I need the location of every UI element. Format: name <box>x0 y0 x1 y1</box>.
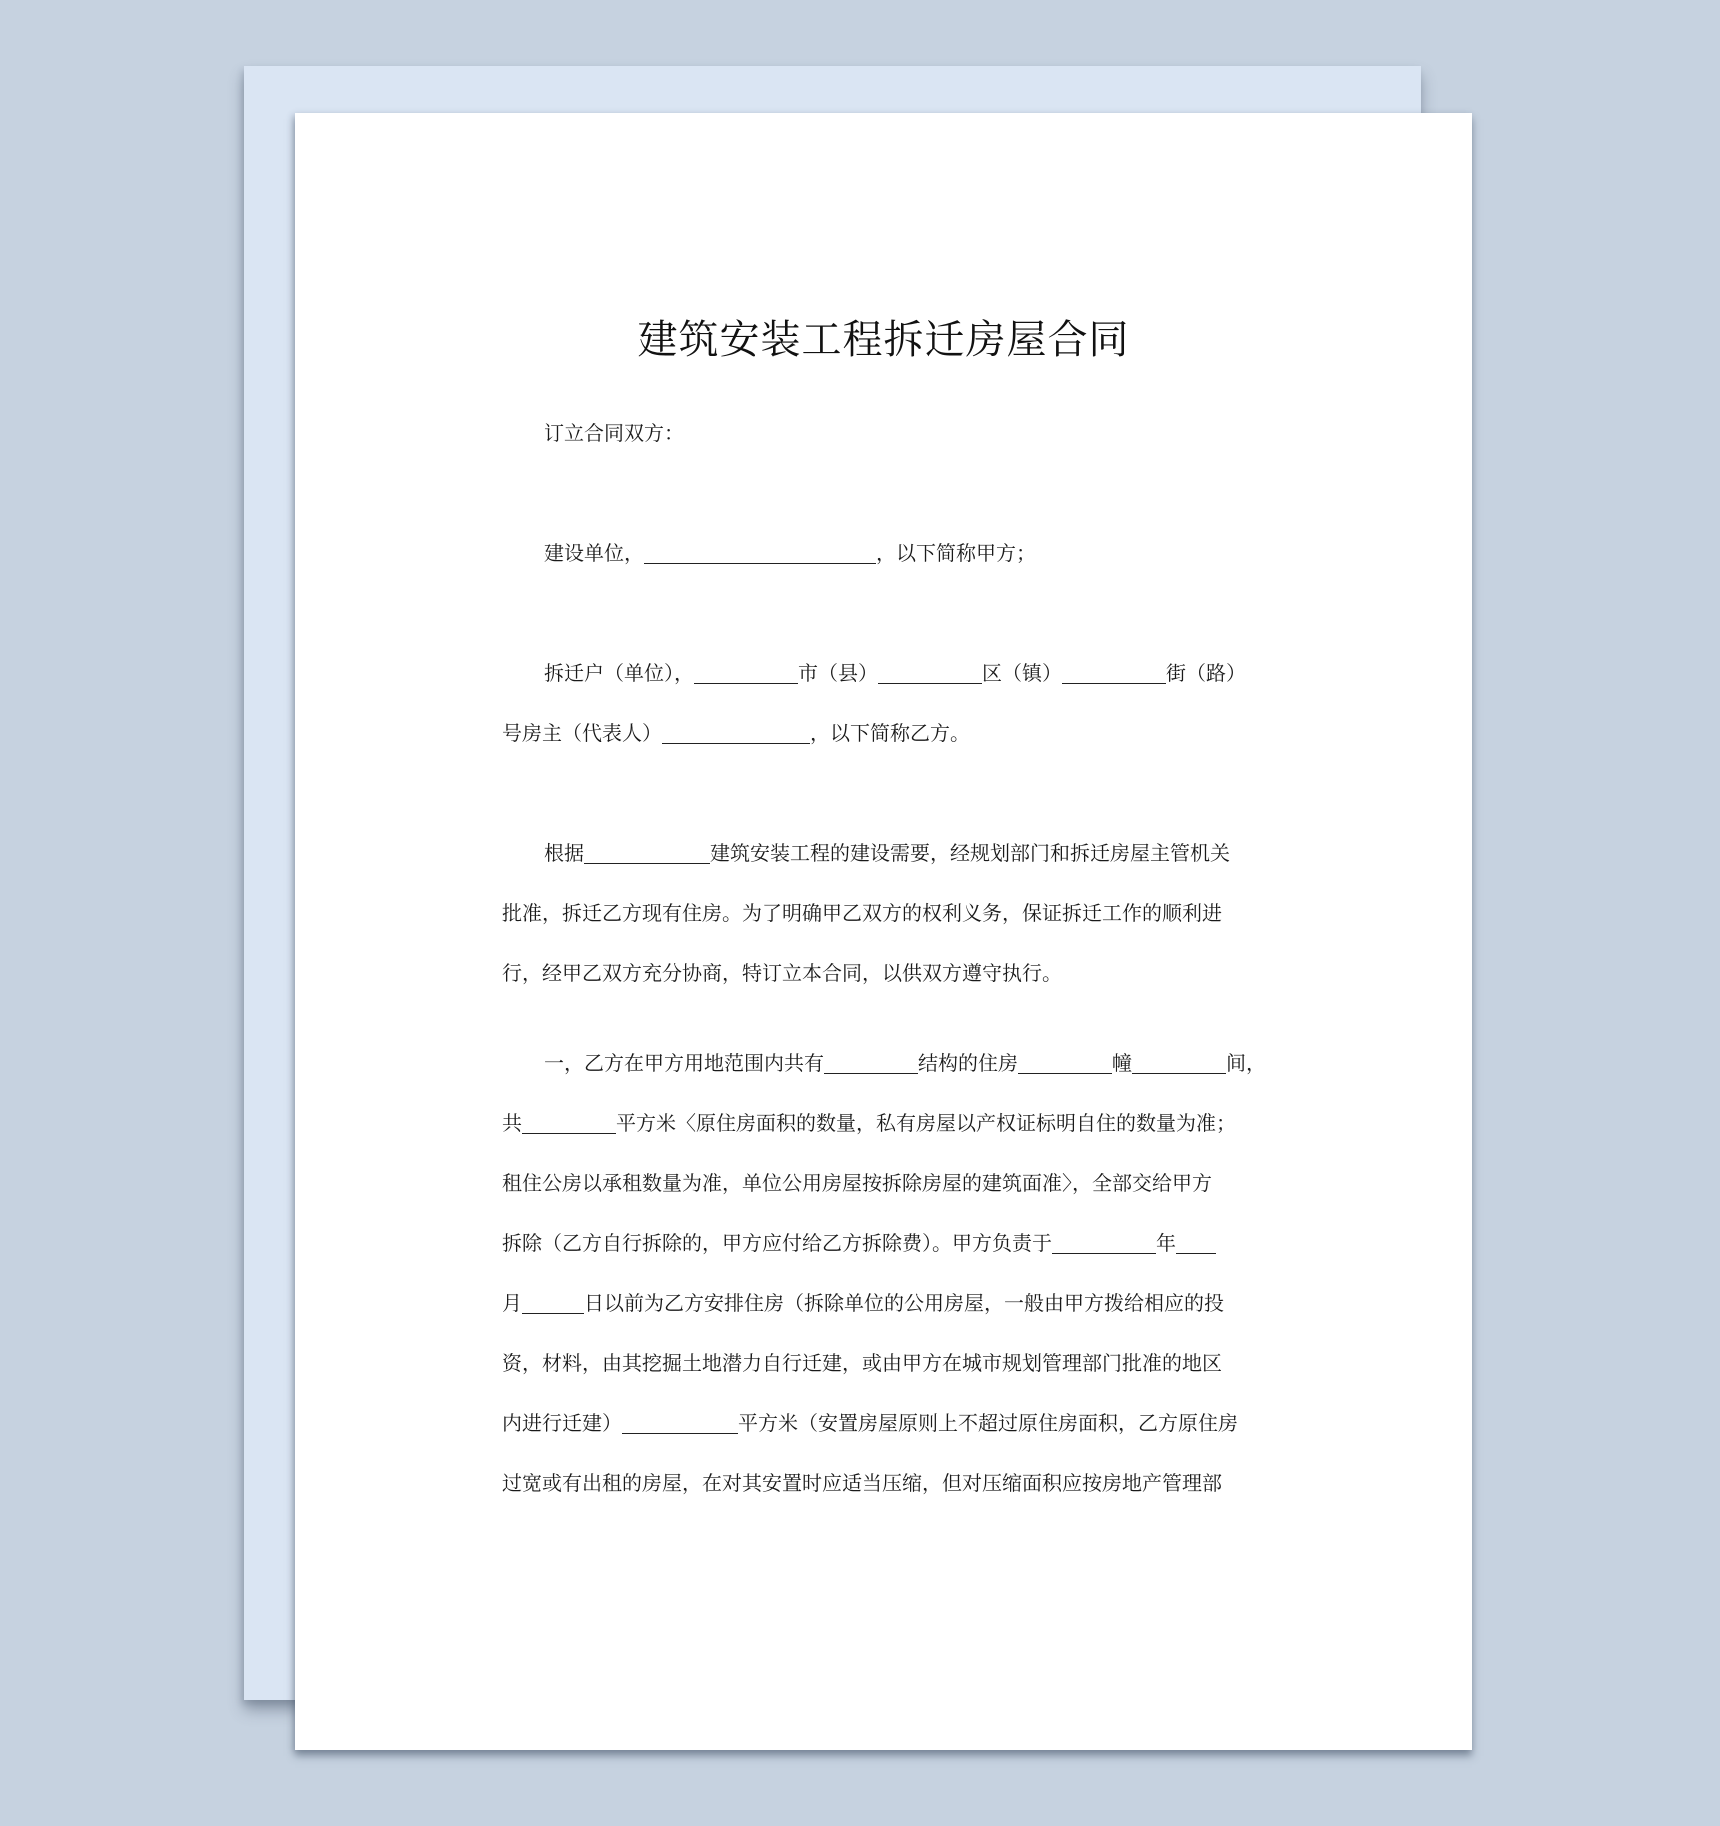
district-blank[interactable] <box>878 657 982 684</box>
preamble-paragraph: 根据 建筑安装工程的建设需要，经规划部门和拆迁房屋主管机关 批准，拆迁乙方现有住房。为了明确甲乙双方的权利义务，保证拆迁工作的顺利进 行，经甲乙双方充分协商，特订立本合同，以供双方遵守执行。 <box>502 823 1282 1003</box>
city-blank[interactable] <box>694 657 798 684</box>
representative-blank[interactable] <box>662 717 810 744</box>
structure-type-blank[interactable] <box>824 1047 918 1074</box>
document-title: 建筑安装工程拆迁房屋合同 <box>637 317 1130 363</box>
party-a-paragraph: 建设单位， ，以下简称甲方； <box>502 523 1282 583</box>
street-blank[interactable] <box>1062 657 1166 684</box>
area-blank[interactable] <box>522 1107 616 1134</box>
month-blank[interactable] <box>1176 1227 1216 1254</box>
year-blank[interactable] <box>1052 1227 1156 1254</box>
front-page-sheet <box>295 113 1472 1750</box>
room-count-blank[interactable] <box>1132 1047 1226 1074</box>
day-blank[interactable] <box>522 1287 584 1314</box>
project-name-blank[interactable] <box>584 837 710 864</box>
parties-heading: 订立合同双方： <box>544 421 684 445</box>
resettlement-area-blank[interactable] <box>622 1407 738 1434</box>
building-count-blank[interactable] <box>1018 1047 1112 1074</box>
clause-1-paragraph: 一，乙方在甲方用地范围内共有 结构的住房 幢 间， 共 平方米〈原住房面积的数量，私有房屋以产权证标明自住的数量为准； 租住公房以承租数量为准，单位公用房屋按拆除房屋的建筑面准〉，全部交给甲方 拆除（乙方自行拆除的，甲方应付给乙方拆除费）。甲方负责于 年 月 日以前为乙方安排住房（拆除单位的公用房屋，一般由甲方拨给相应的投 资，材料，由其挖掘土地潜力自行迁建，或由甲方在城市规划管理部门批准的地区 内进行迁建） 平方米（安置房屋原则上不超过原住房面积，乙方原住房 过宽或有出租的房屋，在对其安置时应适当压缩，但对压缩面积应按房地产管理部 <box>502 1033 1282 1513</box>
party-b-paragraph: 拆迁户（单位）， 市（县） 区（镇） 街（路） 号房主（代表人） ，以下简称乙方。 <box>502 643 1282 763</box>
party-a-name-blank[interactable] <box>644 537 876 564</box>
